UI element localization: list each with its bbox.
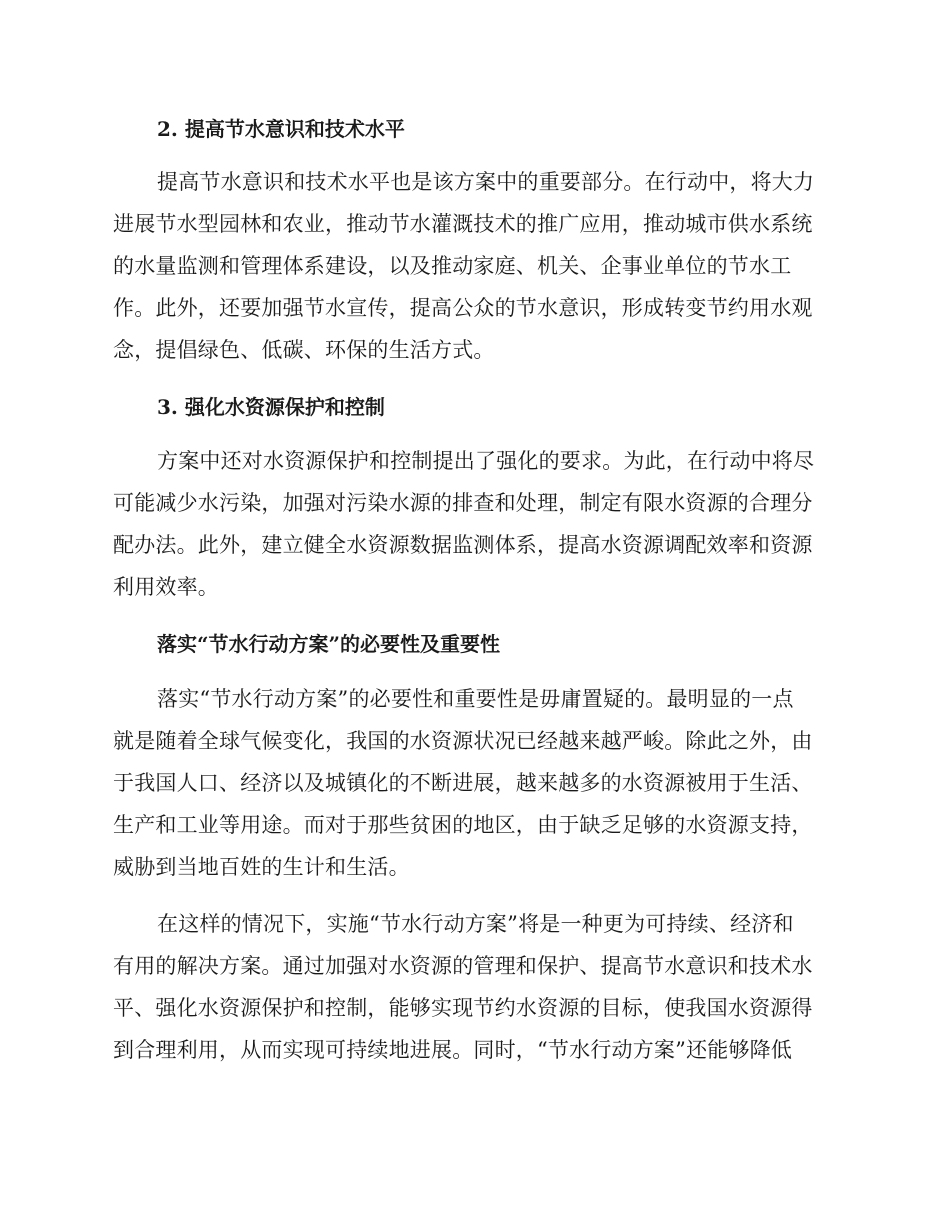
paragraph-line: 配办法。此外，建立健全水资源数据监测体系，提高水资源调配效率和资源	[113, 533, 813, 557]
paragraph-line: 方案中还对水资源保护和控制提出了强化的要求。为此，在行动中将尽	[157, 449, 815, 473]
paragraph-line: 于我国人口、经济以及城镇化的不断进展，越来越多的水资源被用于生活、	[113, 771, 813, 795]
section-heading-2: 2. 提高节水意识和技术水平	[157, 117, 405, 141]
paragraph-line: 在这样的情况下，实施“节水行动方案”将是一种更为可持续、经济和	[157, 912, 794, 936]
paragraph-line: 作。此外，还要加强节水宣传，提高公众的节水意识，形成转变节约用水观	[113, 296, 813, 320]
paragraph-line: 就是随着全球气候变化，我国的水资源状况已经越来越严峻。除此之外，由	[113, 729, 813, 753]
paragraph-line: 到合理利用，从而实现可持续地进展。同时，“节水行动方案”还能够降低	[113, 1038, 793, 1062]
paragraph-line: 落实“节水行动方案”的必要性和重要性是毋庸置疑的。最明显的一点	[157, 687, 794, 711]
section-heading-3: 3. 强化水资源保护和控制	[157, 395, 385, 419]
paragraph-line: 利用效率。	[113, 575, 219, 599]
paragraph-line: 生产和工业等用途。而对于那些贫困的地区，由于缺乏足够的水资源支持，	[113, 813, 813, 837]
section-heading-necessity: 落实“节水行动方案”的必要性及重要性	[157, 632, 501, 656]
paragraph-line: 平、强化水资源保护和控制，能够实现节约水资源的目标，使我国水资源得	[113, 996, 813, 1020]
paragraph-line: 进展节水型园林和农业，推动节水灌溉技术的推广应用，推动城市供水系统	[113, 212, 813, 236]
paragraph-line: 念，提倡绿色、低碳、环保的生活方式。	[113, 338, 495, 362]
paragraph-line: 提高节水意识和技术水平也是该方案中的重要部分。在行动中，将大力	[157, 170, 815, 194]
paragraph-line: 可能减少水污染，加强对污染水源的排查和处理，制定有限水资源的合理分	[113, 491, 813, 515]
paragraph-line: 有用的解决方案。通过加强对水资源的管理和保护、提高节水意识和技术水	[113, 954, 813, 978]
paragraph-line: 威胁到当地百姓的生计和生活。	[113, 855, 410, 879]
paragraph-line: 的水量监测和管理体系建设，以及推动家庭、机关、企事业单位的节水工	[113, 254, 792, 278]
